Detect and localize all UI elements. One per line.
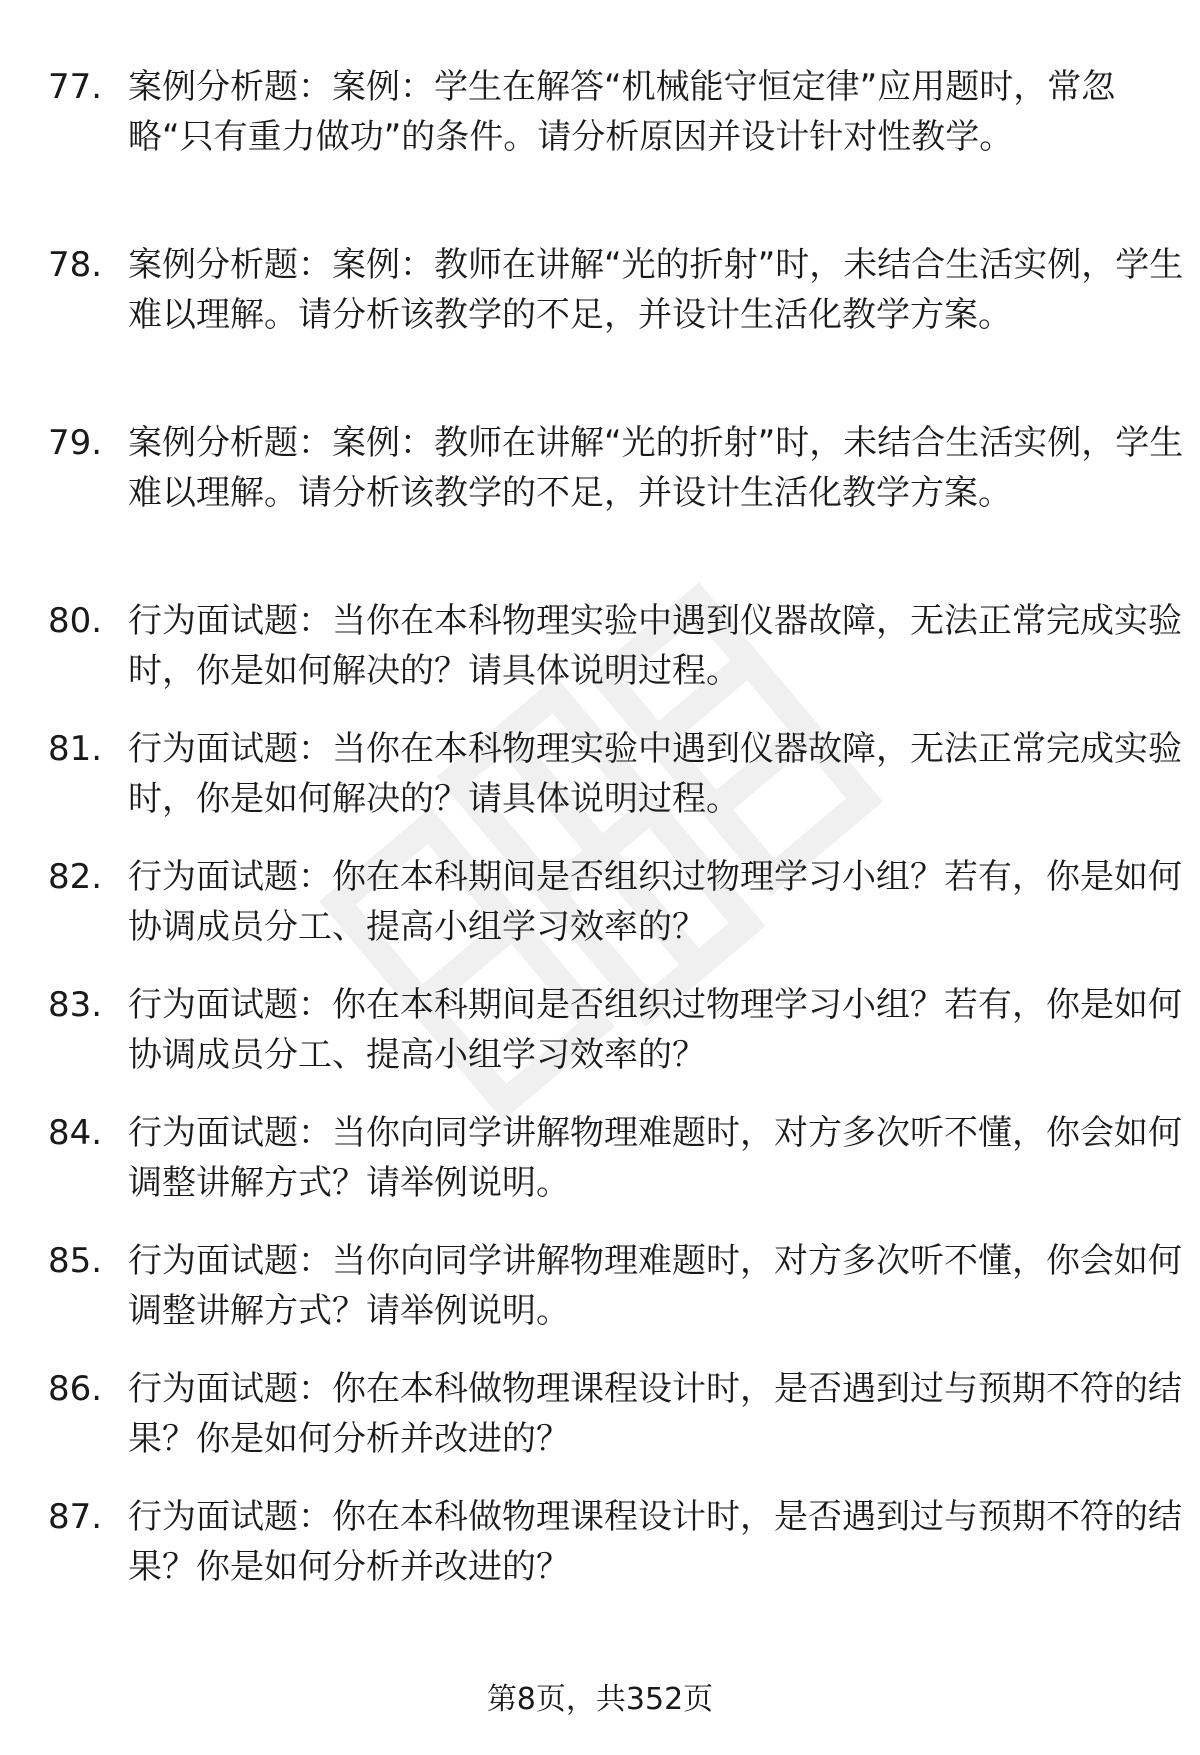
question-item xyxy=(48,852,1182,980)
question-item xyxy=(48,1236,1182,1364)
question-text: 行为面试题：你在本科期间是否组织过物理学习小组？若有，你是如何协调成员分工、提高小组学习效率的？ xyxy=(128,985,1182,1075)
question-item xyxy=(48,980,1182,1108)
question-text: 案例分析题：案例：教师在讲解“光的折射”时，未结合生活实例，学生难以理解。请分析该教学的不足，并设计生活化教学方案。 xyxy=(128,245,1184,335)
page-footer: 第8页，共352页 xyxy=(486,1682,714,1717)
question-text: 行为面试题：当你向同学讲解物理难题时，对方多次听不懂，你会如何调整讲解方式？请举例说明。 xyxy=(128,1241,1182,1331)
question-text: 行为面试题：当你在本科物理实验中遇到仪器故障，无法正常完成实验时，你是如何解决的？请具体说明过程。 xyxy=(128,729,1182,819)
question-text: 行为面试题：你在本科做物理课程设计时，是否遇到过与预期不符的结果？你是如何分析并改进的？ xyxy=(128,1497,1182,1587)
question-item xyxy=(48,62,1158,240)
question-text: 行为面试题：你在本科期间是否组织过物理学习小组？若有，你是如何协调成员分工、提高小组学习效率的？ xyxy=(128,857,1182,947)
question-number: 82. xyxy=(48,857,103,897)
question-number: 87. xyxy=(48,1497,103,1537)
question-item xyxy=(48,1108,1182,1236)
question-number: 84. xyxy=(48,1113,103,1153)
question-item xyxy=(48,418,1184,596)
question-number: 77. xyxy=(48,67,103,107)
question-item xyxy=(48,724,1182,852)
question-number: 81. xyxy=(48,729,103,769)
question-item xyxy=(48,1492,1182,1620)
question-number: 83. xyxy=(48,985,103,1025)
question-text: 行为面试题：当你向同学讲解物理难题时，对方多次听不懂，你会如何调整讲解方式？请举例说明。 xyxy=(128,1113,1182,1203)
question-text: 行为面试题：当你在本科物理实验中遇到仪器故障，无法正常完成实验时，你是如何解决的？请具体说明过程。 xyxy=(128,601,1182,691)
question-number: 79. xyxy=(48,423,103,463)
question-item xyxy=(48,596,1182,724)
question-list xyxy=(48,62,1184,1620)
question-number: 85. xyxy=(48,1241,103,1281)
question-number: 80. xyxy=(48,601,103,641)
question-number: 86. xyxy=(48,1369,103,1409)
question-item xyxy=(48,240,1184,418)
question-number: 78. xyxy=(48,245,103,285)
question-text: 案例分析题：案例：教师在讲解“光的折射”时，未结合生活实例，学生难以理解。请分析该教学的不足，并设计生活化教学方案。 xyxy=(128,423,1184,513)
question-text: 案例分析题：案例：学生在解答“机械能守恒定律”应用题时，常忽略“只有重力做功”的条件。请分析原因并设计针对性教学。 xyxy=(128,67,1116,157)
question-text: 行为面试题：你在本科做物理课程设计时，是否遇到过与预期不符的结果？你是如何分析并改进的？ xyxy=(128,1369,1182,1459)
question-item xyxy=(48,1364,1182,1492)
